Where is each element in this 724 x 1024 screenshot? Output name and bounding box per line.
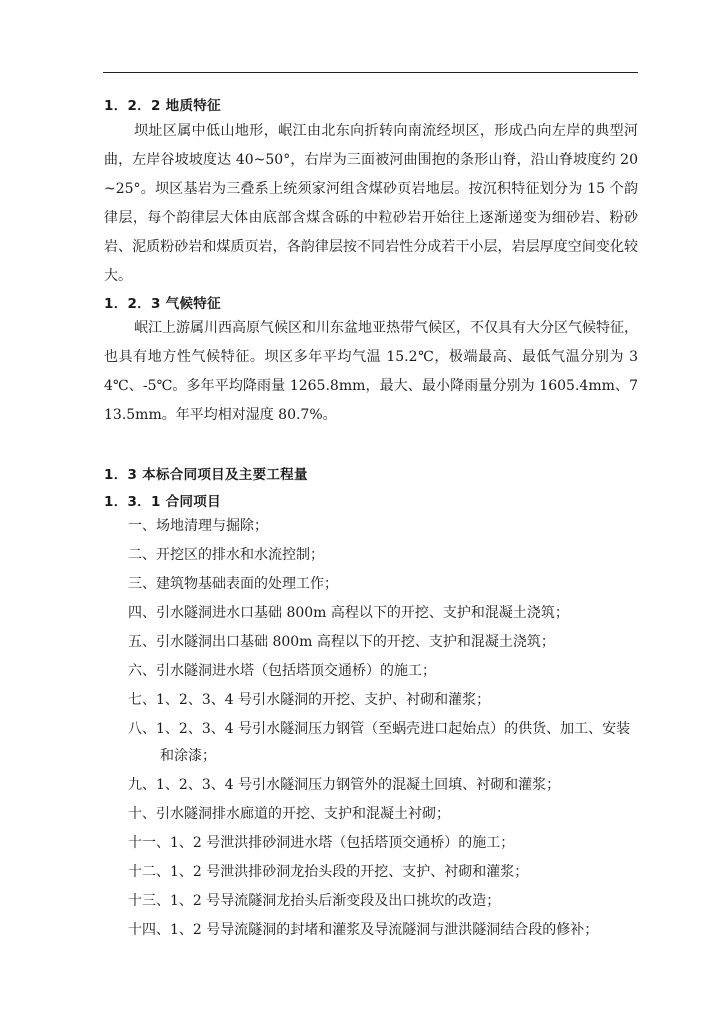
list-item: 七、1、2、3、4 号引水隧洞的开挖、支护、衬砌和灌浆； [128,692,491,708]
list-item: 十、引水隧洞排水廊道的开挖、支护和混凝土衬砌； [128,806,450,822]
header-rule [103,72,638,73]
list-item: 六、引水隧洞进水塔（包括塔顶交通桥）的施工； [128,663,436,679]
heading-contract: 1．3 本标合同项目及主要工程量 [104,467,308,483]
list-item: 二、开挖区的排水和水流控制； [128,547,324,563]
paragraph-geology: 坝址区属中低山地形，岷江由北东向折转向南流经坝区，形成凸向左岸的典型河曲，左岸谷坡坡度达 40~50°，右岸为三面被河曲围抱的条形山脊，沿山脊坡度约 20~25°。坝区基岩为三叠系上统须家河组含煤砂页岩地层。按沉积特征划分为 15 个韵律层，每个韵律层大体由底部含煤含砾的中粒砂岩开始往上逐渐递变为细砂岩、粉砂岩、泥质粉砂岩和煤质页岩，各韵律层按不同岩性分成若干小层，岩层厚度空间变化较大。 [104,123,638,284]
list-item: 八、1、2、3、4 号引水隧洞压力钢管（至蜗壳进口起始点）的供货、加工、安装 [128,721,631,737]
heading-climate: 1．2．3 气候特征 [104,296,221,312]
subheading-contract-items: 1．3．1 合同项目 [104,494,221,510]
list-item: 四、引水隧洞进水口基础 800m 高程以下的开挖、支护和混凝土浇筑； [128,605,569,621]
list-item: 十二、1、2 号泄洪排砂洞龙抬头段的开挖、支护、衬砌和灌浆； [128,864,529,880]
list-item: 三、建筑物基础表面的处理工作； [128,576,338,592]
list-item: 十四、1、2 号导流隧洞的封堵和灌浆及导流隧洞与泄洪隧洞结合段的修补； [128,922,599,938]
heading-geology: 1．2．2 地质特征 [104,98,221,114]
list-item: 十三、1、2 号导流隧洞龙抬头后渐变段及出口挑坎的改造； [128,893,501,909]
list-item: 五、引水隧洞出口基础 800m 高程以下的开挖、支护和混凝土浇筑； [128,634,555,650]
list-item: 一、场地清理与掘除； [128,518,268,534]
list-item-continuation: 和涂漆； [160,748,216,764]
paragraph-climate: 岷江上游属川西高原气候区和川东盆地亚热带气候区，不仅具有大分区气候特征，也具有地方性气候特征。坝区多年平均气温 15.2℃，极端最高、最低气温分别为 34℃、-5℃。多年平均降雨量 1265.8mm，最大、最小降雨量分别为 1605.4mm、713.5mm。年平均相对湿度 80.7%。 [104,320,638,423]
list-item: 九、1、2、3、4 号引水隧洞压力钢管外的混凝土回填、衬砌和灌浆； [128,777,561,793]
list-item: 十一、1、2 号泄洪排砂洞进水塔（包括塔顶交通桥）的施工； [128,835,515,851]
